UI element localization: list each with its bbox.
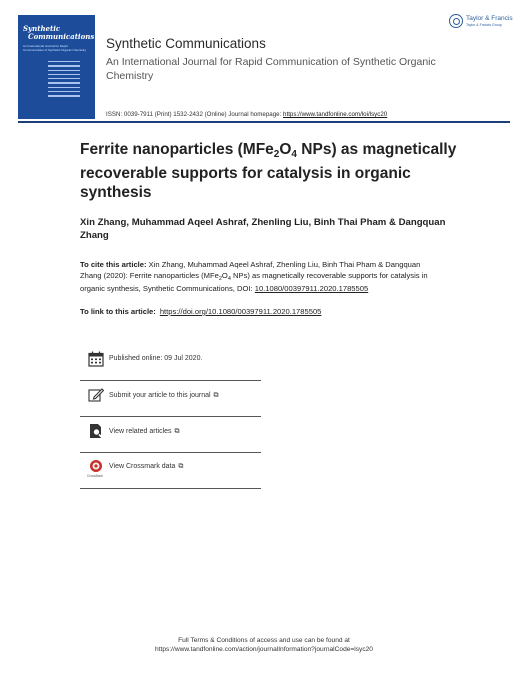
article-authors: Xin Zhang, Muhammad Aqeel Ashraf, Zhenling Liu, Binh Thai Pham & Dangquan Zhang bbox=[80, 217, 446, 241]
publisher-logo bbox=[449, 14, 519, 34]
cover-subtitle: An International Journal for Rapid Communication of Synthetic Organic Chemistry bbox=[23, 44, 87, 52]
footer-terms: Full Terms & Conditions of access and use can be found at bbox=[178, 637, 350, 644]
crossmark-icon bbox=[88, 459, 104, 475]
submit-article-label: Submit your article to this journal bbox=[109, 392, 211, 399]
citation-label: To cite this article: bbox=[80, 260, 147, 269]
published-date: Published online: 09 Jul 2020. bbox=[109, 355, 203, 362]
calendar-icon bbox=[88, 351, 104, 367]
citation-doi-link[interactable]: 10.1080/00397911.2020.1785505 bbox=[254, 284, 369, 293]
article-link-block bbox=[80, 307, 480, 318]
footer bbox=[0, 636, 528, 654]
external-link-icon: ⧉ bbox=[178, 463, 184, 470]
journal-cover-image bbox=[18, 15, 95, 119]
publisher-tagline: Taylor & Francis Group bbox=[466, 23, 502, 27]
journal-subtitle: An International Journal for Rapid Communication of Synthetic Organic Chemistry bbox=[106, 56, 436, 82]
journal-issn: ISSN: 0039-7911 (Print) 1532-2432 (Online) Journal homepage: bbox=[106, 111, 284, 118]
external-link-icon: ⧉ bbox=[174, 428, 180, 435]
article-doi-link[interactable]: https://doi.org/10.1080/00397911.2020.1785505 bbox=[159, 307, 322, 316]
article-title: Ferrite nanoparticles ($MFe_2O_4$ NPs) as magnetically recoverable supports for catalysis in organic synthesis bbox=[80, 141, 457, 201]
external-link-icon: ⧉ bbox=[213, 392, 219, 399]
crossmark-icon-label: CrossMark bbox=[87, 474, 103, 478]
footer-url[interactable]: https://www.tandfonline.com/action/journalInformation?journalCode=lsyc20 bbox=[155, 646, 373, 653]
header-divider bbox=[18, 121, 510, 123]
publisher-name: Taylor & Francis bbox=[466, 15, 513, 22]
link-label: To link to this article: bbox=[80, 307, 156, 316]
related-articles-label: View related articles bbox=[109, 428, 172, 435]
citation-block: To cite this article: Xin Zhang, Muhammad Aqeel Ashraf, Zhenling Liu, Binh Thai Pham & Dangquan Zhang (2020): Ferrite nanoparticles ($MFe_2O_4$ NPs) as magnetically recoverable supports for catalysis in organic synthesis, Synthetic Communications, DOI: 10.1080/00397911.2020.1785505 bbox=[80, 260, 428, 293]
cover-title-line2: Communications bbox=[28, 32, 95, 41]
cover-decoration bbox=[48, 61, 80, 100]
cover-title-line1: Synthetic bbox=[23, 24, 61, 33]
publisher-circle-icon bbox=[449, 14, 463, 28]
journal-title: Synthetic Communications bbox=[106, 36, 266, 51]
pencil-edit-icon bbox=[88, 387, 104, 403]
journal-meta bbox=[106, 111, 387, 118]
journal-homepage-link[interactable]: https://www.tandfonline.com/loi/lsyc20 bbox=[283, 111, 388, 118]
crossmark-label: View Crossmark data bbox=[109, 463, 176, 470]
related-articles-search-icon bbox=[88, 423, 104, 439]
